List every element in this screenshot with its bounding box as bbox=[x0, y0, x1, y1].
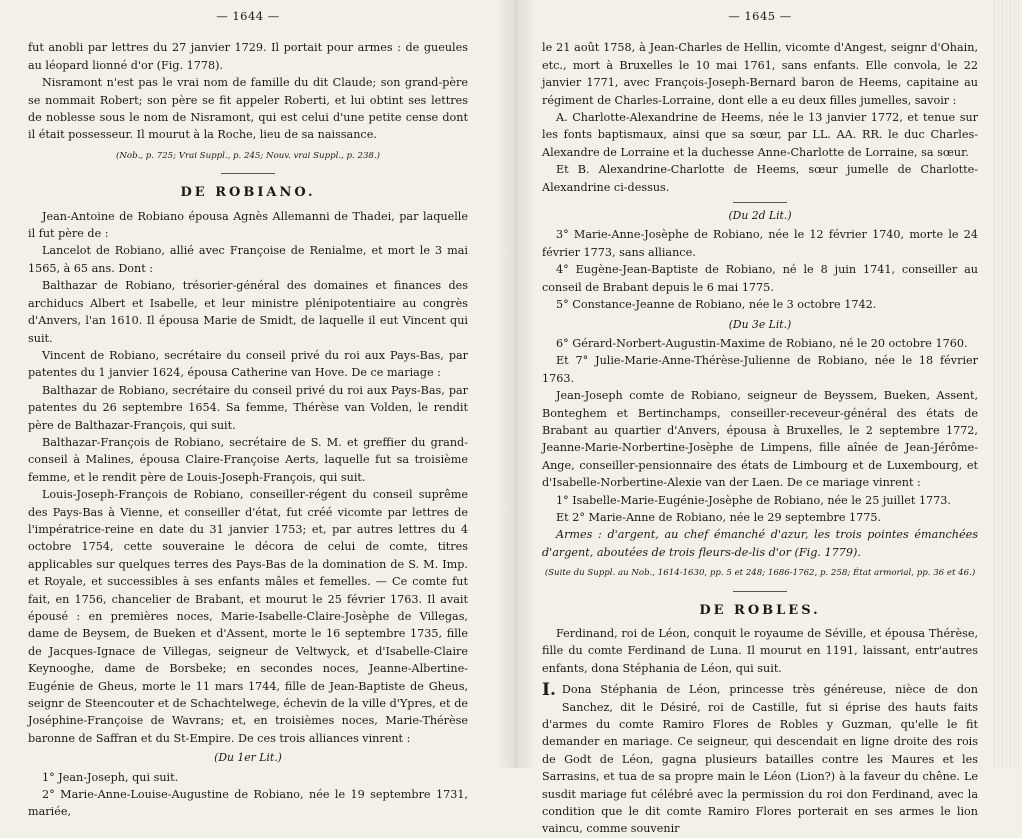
left-folio: — 1644 — bbox=[216, 9, 280, 23]
section-title-robiano: DE ROBIANO. bbox=[180, 185, 316, 201]
section-divider bbox=[221, 173, 275, 174]
genealogy-paragraph: Louis-Joseph-François de Robiano, conseiller-régent du conseil suprême des Pays-Bas à Vienne, et conseiller d'état, fut créé vicomte par lettres de l'impératrice-reine en date du 31 janvier 1753; et, par autres lettres du 4 octobre 1754, cette souveraine le décora de celui de comte, titres applicables sur quelques terres des Pays-Bas de la domination de S. M. Imp. et Royale, et successibles à ses enfants mâles et femelles. — Ce comte fut fait, en 1756, chancelier de Brabant, et mourut le 25 février 1763. Il avait épousé : en premières noces, Marie-Isabelle-Claire-Josèphe de Villegas, dame de Beysem, de Bueken et d'Assent, morte le 16 septembre 1735, fille de Jacques-Ignace de Villegas, seigneur de Veltwyck, et d'Isabelle-Claire Keynooghe, dame de Borsbeke; en secondes noces, Jeanne-Albertine-Eugénie de Gheus, morte le 11 mars 1744, fille de Jean-Baptiste de Gheus, seignr de Steencouter et de Schachtelwege, échevin de la ville d'Ypres, et de Joséphine-Françoise de Wavrans; et, en troisièmes noces, Marie-Thérèse baronne de Saffran et du St-Empire. De ces trois alliances vinrent : bbox=[28, 488, 468, 745]
child-entry: 3° Marie-Anne-Josèphe de Robiano, née le 12 février 1740, morte le 24 février 1773, sans alliance. bbox=[542, 228, 978, 259]
right-opening-paragraph: le 21 août 1758, à Jean-Charles de Hellin, vicomte d'Angest, seignr d'Ohain, etc., mort à Bruxelles le 10 mai 1761, sans enfants. Elle convola, le 22 janvier 1771, avec François-Joseph-Bernard baron de Heems, capitaine au régiment de Charles-Lorraine, dont elle a eu deux filles jumelles, savoir : bbox=[542, 41, 978, 107]
genealogy-paragraph: Balthazar de Robiano, secrétaire du conseil privé du roi aux Pays-Bas, par patentes du 26 septembre 1654. Sa femme, Thérèse van Volden, le rendit père de Balthazar-François, qui suit. bbox=[28, 383, 468, 432]
arms-description: Armes : d'argent, au chef émanché d'azur, les trois pointes émanchées d'argent, aboutées de trois fleurs-de-lis d'or (Fig. 1779). bbox=[542, 528, 978, 559]
roman-numeral: I. bbox=[542, 680, 556, 701]
entry-divider bbox=[733, 202, 787, 203]
genealogy-paragraph: Lancelot de Robiano, allié avec Françoise de Renialme, et mort le 3 mai 1565, à 65 ans. Dont : bbox=[28, 244, 468, 275]
left-source-citation: (Nob., p. 725; Vrai Suppl., p. 245; Nouv. vrai Suppl., p. 238.) bbox=[116, 150, 380, 161]
left-page bbox=[28, 8, 468, 819]
genealogy-paragraph: Balthazar de Robiano, trésorier-général des domaines et finances des archiducs Albert et Isabelle, et leur ministre plénipotentiaire au congrès d'Anvers, l'an 1610. Il épousa Marie de Smidt, de laquelle il eut Vincent qui suit. bbox=[28, 279, 468, 345]
section-divider bbox=[733, 591, 787, 592]
lit-label-3: (Du 3e Lit.) bbox=[728, 317, 792, 331]
child-entry: 6° Gérard-Norbert-Augustin-Maxime de Robiano, né le 20 octobre 1760. bbox=[556, 336, 968, 350]
genealogy-paragraph: Jean-Joseph comte de Robiano, seigneur de Beyssem, Bueken, Assent, Bonteghem et Bertinchamps, conseiller-receveur-général des états de Brabant au quartier d'Anvers, épousa à Bruxelles, le 2 septembre 1772, Jeanne-Marie-Norbertine-Josèphe de Limpens, fille aînée de Jean-Jérôme-Ange, conseiller-pensionnaire des états de Limbourg et de Luxembourg, et d'Isabelle-Norbertine-Alexie van der Laen. De ce mariage vinrent : bbox=[542, 389, 978, 490]
lit-label-1: (Du 1er Lit.) bbox=[214, 751, 282, 765]
page-gutter bbox=[496, 0, 536, 768]
right-source-citation: (Suite du Suppl. au Nob., 1614-1630, pp. 5 et 248; 1686-1762, p. 258; État armorial, pp. 36 et 46.) bbox=[544, 568, 976, 579]
genealogy-paragraph: Balthazar-François de Robiano, secrétaire de S. M. et greffier du grand-conseil à Malines, épousa Claire-Françoise Aerts, laquelle fut sa troisième femme, et le rendit père de Louis-Joseph-François, qui suit. bbox=[28, 435, 468, 484]
child-entry: 4° Eugène-Jean-Baptiste de Robiano, né le 8 juin 1741, conseiller au conseil de Brabant depuis le 6 mai 1775. bbox=[542, 263, 978, 294]
section-title-robles: DE ROBLES. bbox=[699, 602, 821, 618]
twin-entry-b: Et B. Alexandrine-Charlotte de Heems, sœur jumelle de Charlotte-Alexandrine ci-dessus. bbox=[542, 163, 978, 194]
child-entry: 2° Marie-Anne-Louise-Augustine de Robiano, née le 19 septembre 1731, mariée, bbox=[28, 788, 468, 819]
child-entry: 1° Jean-Joseph, qui suit. bbox=[42, 770, 179, 784]
child-entry: Et 2° Marie-Anne de Robiano, née le 29 septembre 1775. bbox=[556, 510, 882, 524]
roman-entry-I bbox=[542, 681, 978, 838]
genealogy-paragraph: Jean-Antoine de Robiano épousa Agnès Allemanni de Thadei, par laquelle il fut père de : bbox=[28, 209, 468, 241]
child-entry: 1° Isabelle-Marie-Eugénie-Josèphe de Robiano, née le 25 juillet 1773. bbox=[556, 493, 951, 507]
twin-entry-a: A. Charlotte-Alexandrine de Heems, née le 13 janvier 1772, et tenue sur les fonts baptismaux, ainsi que sa sœur, par LL. AA. RR. le duc Charles-Alexandre de Lorraine et la duchesse Anne-Charlotte de Lorraine, sa sœur. bbox=[542, 111, 978, 159]
right-page bbox=[542, 8, 978, 836]
child-entry: Et 7° Julie-Marie-Anne-Thérèse-Julienne de Robiano, née le 18 février 1763. bbox=[542, 354, 978, 385]
page-edge bbox=[994, 0, 1022, 768]
child-entry: 5° Constance-Jeanne de Robiano, née le 3 octobre 1742. bbox=[556, 298, 877, 312]
left-paragraph: fut anobli par lettres du 27 janvier 1729. Il portait pour armes : de gueules au léopard lionné d'or (Fig. 1778). bbox=[28, 41, 468, 72]
roman-entry-text: Dona Stéphania de Léon, princesse très généreuse, nièce de don Sanchez, dit le Désiré, roi de Castille, fut si éprise des hauts faits d'armes du comte Ramiro Flores de Robles y Guzman, qu'elle le fit demander en mariage. Ce seigneur, qui descendait en ligne droite des rois de Godt de Léon, gagna plusieurs batailles contre les Maures et les Sarrasins, et tua de sa propre main le Léon (Lion?) à la faveur du chêne. Le susdit mariage fut célébré avec la permission du roi don Ferdinand, avec la condition que le dit comte Ramiro Flores porterait en ses armes le lion vaincu, comme souvenir bbox=[542, 683, 978, 836]
genealogy-paragraph: Ferdinand, roi de Léon, conquit le royaume de Séville, et épousa Thérèse, fille du comte Ferdinand de Luna. Il mourut en 1191, laissant, entr'autres enfants, dona Stéphania de Léon, qui suit. bbox=[542, 627, 978, 675]
left-paragraph: Nisramont n'est pas le vrai nom de famille du dit Claude; son grand-père se nommait Robert; son père se fit appeler Roberti, et lui obtint ses lettres de noblesse sous le nom de Nisramont, qui est celui d'une petite cense dont il était possesseur. Il mourut à la Roche, lieu de sa naissance. bbox=[28, 76, 468, 142]
right-folio: — 1645 — bbox=[728, 9, 792, 23]
genealogy-paragraph: Vincent de Robiano, secrétaire du conseil privé du roi aux Pays-Bas, par patentes du 1 janvier 1624, épousa Catherine van Hove. De ce mariage : bbox=[28, 348, 468, 380]
lit-label-2: (Du 2d Lit.) bbox=[728, 209, 792, 223]
